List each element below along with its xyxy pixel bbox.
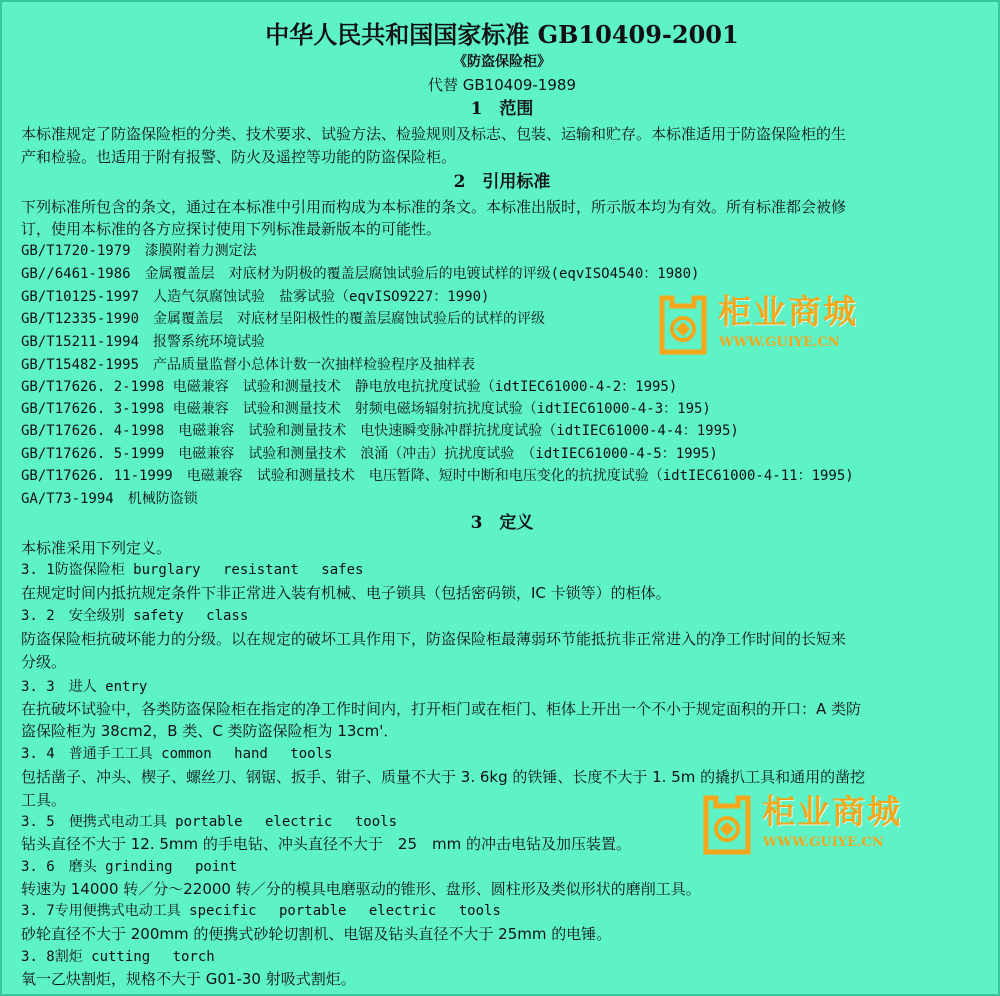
watermark-brand: 柜业商城 <box>718 292 858 331</box>
document-title: 中华人民共和国国家标准 GB10409-2001 <box>265 20 739 49</box>
guiye-logo-icon <box>658 294 708 356</box>
definition-line: 本标准采用下列定义。 <box>21 539 172 557</box>
definition-term: 3. 4 普通手工工具 common hand tools <box>21 746 333 762</box>
reference-item: GB//6461-1986 金属覆盖层 对底材为阴极的覆盖层腐蚀试验后的电镀试样的评级(eqvISO4540：1980) <box>21 266 700 282</box>
reference-item: GB/T12335-1990 金属覆盖层 对底材呈阳极性的覆盖层腐蚀试验后的试样的评级 <box>21 311 546 327</box>
reference-item: GB/T17626. 11-1999 电磁兼容 试验和测量技术 电压暂降、短时中断和电压变化的抗扰度试验（idtIEC61000-4-11：1995) <box>21 468 854 484</box>
section-heading-references: 2 引用标准 <box>453 172 551 192</box>
definition-term: 3. 5 便携式电动工具 portable electric tools <box>21 814 398 830</box>
reference-item: GB/T15482-1995 产品质量监督小总体计数一次抽样检验程序及抽样表 <box>21 357 476 373</box>
reference-item: GB/T15211-1994 报警系统环境试验 <box>21 334 266 350</box>
definition-term: 3. 3 进人 entry <box>21 679 148 695</box>
references-intro-line: 下列标准所包含的条文，通过在本标准中引用而构成为本标准的条文。本标准出版时，所示版本均为有效。所有标准都会被修 <box>21 198 847 216</box>
definition-line: 钻头直径不大于 12. 5mm 的手电钻、冲头直径不大于 25 mm 的冲击电钻及加压装置。 <box>21 835 632 853</box>
definition-line: 砂轮直径不大于 200mm 的便携式砂轮切割机、电锯及钻头直径不大于 25mm 的电锤。 <box>21 925 612 943</box>
watermark <box>658 294 898 364</box>
watermark-url: WWW.GUIYE.CN <box>719 335 840 350</box>
watermark-url: WWW.GUIYE.CN <box>763 835 884 850</box>
definition-line: 在规定时间内抵抗规定条件下非正常进入装有机械、电子锁具（包括密码锁，IC 卡锁等）的柜体。 <box>21 584 671 602</box>
reference-item: GB/T17626. 5-1999 电磁兼容 试验和测量技术 浪涌（冲击）抗扰度试验 （idtIEC61000-4-5：1995) <box>21 446 718 462</box>
references-intro-line: 订，使用本标准的各方应探讨使用下列标准最新版本的可能性。 <box>21 220 442 238</box>
reference-item: GB/T17626. 4-1998 电磁兼容 试验和测量技术 电快速瞬变脉冲群抗扰度试验（idtIEC61000-4-4：1995) <box>21 423 739 439</box>
definition-term: 3. 1防盗保险柜 burglary resistant safes <box>21 562 364 578</box>
definition-term: 3. 8割炬 cutting torch <box>21 949 215 965</box>
definition-line: 防盗保险柜抗破坏能力的分级。以在规定的破坏工具作用下，防盗保险柜最薄弱环节能抵抗非正常进入的净工作时间的长短来 <box>21 630 847 648</box>
document-subtitle: 《防盗保险柜》 <box>453 54 551 70</box>
watermark <box>702 794 942 864</box>
scope-line: 本标准规定了防盗保险柜的分类、技术要求、试验方法、检验规则及标志、包装、运输和贮存。本标准适用于防盗保险柜的生 <box>21 125 847 143</box>
reference-item: GA/T73-1994 机械防盗锁 <box>21 491 198 507</box>
section-heading-scope: 1 范围 <box>470 99 534 119</box>
definition-line: 盗保险柜为 38cm2，B 类、C 类防盗保险柜为 13cm'． <box>21 722 399 740</box>
guiye-logo-icon <box>702 794 752 856</box>
definition-term: 3. 2 安全级别 safety class <box>21 608 249 624</box>
section-heading-definitions: 3 定义 <box>470 513 534 533</box>
scope-line: 产和检验。也适用于附有报警、防火及遥控等功能的防盗保险柜。 <box>21 148 457 166</box>
replaces-note: 代替 GB10409-1989 <box>428 76 576 94</box>
reference-item: GB/T10125-1997 人造气氛腐蚀试验 盐雾试验（eqvISO9227：1990) <box>21 289 490 305</box>
definition-line: 包括凿子、冲头、楔子、螺丝刀、钢锯、扳手、钳子、质量不大于 3. 6kg 的铁锤、长度不大于 1. 5m 的撬扒工具和通用的凿挖 <box>21 768 866 786</box>
definition-term: 3. 6 磨头 grinding point <box>21 859 238 875</box>
definition-line: 分级。 <box>21 653 67 671</box>
definition-line: 转速为 14000 转／分～22000 转／分的模具电磨驱动的锥形、盘形、圆柱形及类似形状的磨削工具。 <box>21 880 701 898</box>
definition-line: 工具。 <box>21 791 67 809</box>
reference-item: GB/T1720-1979 漆膜附着力测定法 <box>21 243 257 259</box>
reference-item: GB/T17626. 3-1998 电磁兼容 试验和测量技术 射频电磁场辐射抗扰度试验（idtIEC61000-4-3：195) <box>21 401 711 417</box>
definition-term: 3. 7专用便携式电动工具 specific portable electric tools <box>21 903 501 919</box>
watermark-brand: 柜业商城 <box>762 792 902 831</box>
reference-item: GB/T17626. 2-1998 电磁兼容 试验和测量技术 静电放电抗扰度试验（idtIEC61000-4-2：1995) <box>21 379 678 395</box>
definition-line: 氧一乙炔割炬，规格不大于 G01-30 射吸式割炬。 <box>21 970 356 988</box>
definition-line: 在抗破坏试验中，各类防盗保险柜在指定的净工作时间内，打开柜门或在柜门、柜体上开出一个不小于规定面积的开口：A 类防 <box>21 700 862 718</box>
